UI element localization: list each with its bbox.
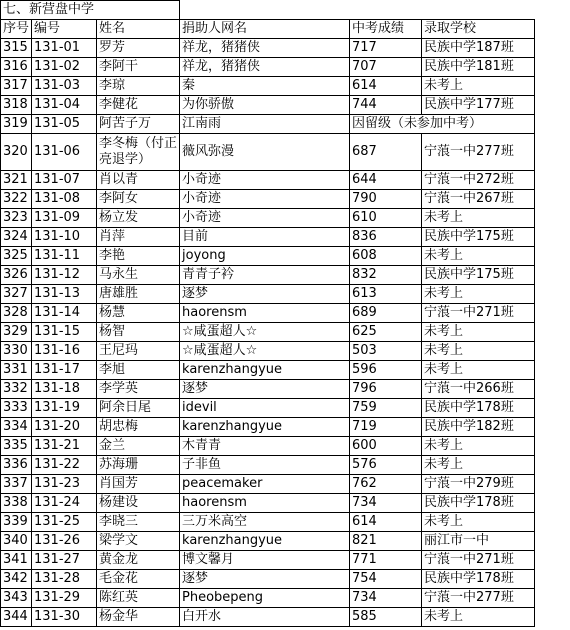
cell-id: 131-10 xyxy=(32,228,97,247)
cell-name: 李冬梅（付正亮退学） xyxy=(97,134,180,171)
cell-id: 131-07 xyxy=(32,171,97,190)
cell-donor: 小奇迹 xyxy=(180,171,350,190)
cell-score: 614 xyxy=(350,513,422,532)
cell-id: 131-04 xyxy=(32,96,97,115)
table-row xyxy=(1,532,535,551)
cell-score: 614 xyxy=(350,77,422,96)
cell-score: 762 xyxy=(350,475,422,494)
cell-school: 未考上 xyxy=(422,323,535,342)
cell-name: 马永生 xyxy=(97,266,180,285)
cell-score: 585 xyxy=(350,608,422,627)
cell-school: 宁蒗一中271班 xyxy=(422,551,535,570)
cell-no: 344 xyxy=(1,608,32,627)
cell-name: 罗芳 xyxy=(97,39,180,58)
cell-no: 335 xyxy=(1,437,32,456)
cell-school: 民族中学182班 xyxy=(422,418,535,437)
cell-school: 未考上 xyxy=(422,77,535,96)
cell-school: 民族中学178班 xyxy=(422,570,535,589)
table-row xyxy=(1,399,535,418)
cell-no: 320 xyxy=(1,134,32,171)
cell-name: 李旭 xyxy=(97,361,180,380)
cell-id: 131-17 xyxy=(32,361,97,380)
cell-school: 未考上 xyxy=(422,247,535,266)
cell-id: 131-05 xyxy=(32,115,97,134)
header-name: 姓名 xyxy=(97,20,180,39)
table-row xyxy=(1,608,535,627)
table-row xyxy=(1,58,535,77)
cell-donor: 为你骄傲 xyxy=(180,96,350,115)
cell-id: 131-15 xyxy=(32,323,97,342)
cell-score: 644 xyxy=(350,171,422,190)
cell-score: 625 xyxy=(350,323,422,342)
table-row xyxy=(1,456,535,475)
cell-score: 689 xyxy=(350,304,422,323)
cell-no: 322 xyxy=(1,190,32,209)
header-donor: 捐助人网名 xyxy=(180,20,350,39)
cell-no: 341 xyxy=(1,551,32,570)
cell-donor: joyong xyxy=(180,247,350,266)
cell-school: 未考上 xyxy=(422,361,535,380)
cell-name: 李健花 xyxy=(97,96,180,115)
table-body xyxy=(1,1,535,627)
cell-score: 610 xyxy=(350,209,422,228)
cell-name: 胡忠梅 xyxy=(97,418,180,437)
table-row xyxy=(1,77,535,96)
cell-name: 肖国芳 xyxy=(97,475,180,494)
table-row xyxy=(1,380,535,399)
cell-name: 杨立发 xyxy=(97,209,180,228)
cell-id: 131-19 xyxy=(32,399,97,418)
cell-donor: idevil xyxy=(180,399,350,418)
cell-name: 李阿女 xyxy=(97,190,180,209)
table-row xyxy=(1,115,535,134)
cell-id: 131-20 xyxy=(32,418,97,437)
cell-school: 民族中学181班 xyxy=(422,58,535,77)
cell-score: 503 xyxy=(350,342,422,361)
cell-no: 333 xyxy=(1,399,32,418)
cell-no: 319 xyxy=(1,115,32,134)
cell-id: 131-26 xyxy=(32,532,97,551)
cell-donor: 薇风弥漫 xyxy=(180,134,350,171)
cell-name: 杨建设 xyxy=(97,494,180,513)
cell-score: 613 xyxy=(350,285,422,304)
table-row xyxy=(1,589,535,608)
cell-donor: 青青子衿 xyxy=(180,266,350,285)
header-school: 录取学校 xyxy=(422,20,535,39)
table-row xyxy=(1,228,535,247)
cell-name: 阿余日尾 xyxy=(97,399,180,418)
section-title: 七、新营盘中学 xyxy=(1,1,180,20)
cell-no: 317 xyxy=(1,77,32,96)
cell-id: 131-25 xyxy=(32,513,97,532)
cell-id: 131-28 xyxy=(32,570,97,589)
cell-donor: 祥龙，猪猪侠 xyxy=(180,39,350,58)
cell-id: 131-27 xyxy=(32,551,97,570)
header-score: 中考成绩 xyxy=(350,20,422,39)
cell-score: 821 xyxy=(350,532,422,551)
cell-no: 325 xyxy=(1,247,32,266)
cell-name: 肖萍 xyxy=(97,228,180,247)
cell-name: 梁学文 xyxy=(97,532,180,551)
cell-school: 民族中学175班 xyxy=(422,228,535,247)
cell-id: 131-21 xyxy=(32,437,97,456)
cell-id: 131-13 xyxy=(32,285,97,304)
cell-donor: 秦 xyxy=(180,77,350,96)
table-row xyxy=(1,304,535,323)
cell-school: 未考上 xyxy=(422,342,535,361)
cell-no: 340 xyxy=(1,532,32,551)
cell-score: 608 xyxy=(350,247,422,266)
cell-name: 王尼玛 xyxy=(97,342,180,361)
cell-no: 332 xyxy=(1,380,32,399)
cell-id: 131-08 xyxy=(32,190,97,209)
table-row xyxy=(1,96,535,115)
cell-name: 毛金花 xyxy=(97,570,180,589)
table-row xyxy=(1,570,535,589)
cell-donor: 三万米高空 xyxy=(180,513,350,532)
cell-score: 596 xyxy=(350,361,422,380)
cell-school: 民族中学175班 xyxy=(422,266,535,285)
cell-score: 707 xyxy=(350,58,422,77)
cell-id: 131-14 xyxy=(32,304,97,323)
cell-no: 328 xyxy=(1,304,32,323)
cell-school: 宁蒗一中277班 xyxy=(422,589,535,608)
cell-no: 326 xyxy=(1,266,32,285)
cell-score: 836 xyxy=(350,228,422,247)
table-row xyxy=(1,342,535,361)
cell-no: 330 xyxy=(1,342,32,361)
cell-school: 丽江市一中 xyxy=(422,532,535,551)
table-row xyxy=(1,475,535,494)
section-title-row xyxy=(1,1,535,20)
cell-score-note: 因留级（未参加中考） xyxy=(350,115,535,134)
cell-score: 719 xyxy=(350,418,422,437)
header-id: 编号 xyxy=(32,20,97,39)
cell-donor: 逐梦 xyxy=(180,570,350,589)
cell-donor: 目前 xyxy=(180,228,350,247)
cell-name: 阿苦子万 xyxy=(97,115,180,134)
cell-school: 未考上 xyxy=(422,513,535,532)
cell-donor: 博文馨月 xyxy=(180,551,350,570)
cell-school: 民族中学178班 xyxy=(422,399,535,418)
cell-name: 李琼 xyxy=(97,77,180,96)
table-row xyxy=(1,323,535,342)
cell-donor: ☆咸蛋超人☆ xyxy=(180,342,350,361)
cell-donor: 小奇迹 xyxy=(180,190,350,209)
cell-no: 327 xyxy=(1,285,32,304)
cell-no: 323 xyxy=(1,209,32,228)
cell-id: 131-06 xyxy=(32,134,97,171)
cell-no: 324 xyxy=(1,228,32,247)
cell-school: 宁蒗一中266班 xyxy=(422,380,535,399)
cell-name: 黄金龙 xyxy=(97,551,180,570)
cell-school: 民族中学178班 xyxy=(422,494,535,513)
cell-name: 李晓三 xyxy=(97,513,180,532)
cell-donor: karenzhangyue xyxy=(180,361,350,380)
table-row xyxy=(1,551,535,570)
table-row xyxy=(1,247,535,266)
cell-score: 744 xyxy=(350,96,422,115)
cell-id: 131-18 xyxy=(32,380,97,399)
cell-no: 343 xyxy=(1,589,32,608)
cell-name: 杨智 xyxy=(97,323,180,342)
cell-id: 131-22 xyxy=(32,456,97,475)
cell-donor: ☆咸蛋超人☆ xyxy=(180,323,350,342)
cell-no: 334 xyxy=(1,418,32,437)
cell-school: 宁蒗一中279班 xyxy=(422,475,535,494)
header-no: 序号 xyxy=(1,20,32,39)
cell-score: 832 xyxy=(350,266,422,285)
cell-school: 宁蒗一中267班 xyxy=(422,190,535,209)
cell-score: 734 xyxy=(350,589,422,608)
table-row xyxy=(1,39,535,58)
cell-id: 131-03 xyxy=(32,77,97,96)
cell-name: 李艳 xyxy=(97,247,180,266)
cell-donor: 逐梦 xyxy=(180,285,350,304)
table-row xyxy=(1,134,535,171)
cell-name: 陈红英 xyxy=(97,589,180,608)
table-row xyxy=(1,285,535,304)
cell-score: 734 xyxy=(350,494,422,513)
cell-school: 民族中学187班 xyxy=(422,39,535,58)
cell-id: 131-24 xyxy=(32,494,97,513)
table-row xyxy=(1,513,535,532)
cell-score: 600 xyxy=(350,437,422,456)
cell-name: 金兰 xyxy=(97,437,180,456)
table-row xyxy=(1,171,535,190)
cell-id: 131-29 xyxy=(32,589,97,608)
cell-id: 131-16 xyxy=(32,342,97,361)
cell-donor: 逐梦 xyxy=(180,380,350,399)
cell-no: 318 xyxy=(1,96,32,115)
table-row xyxy=(1,361,535,380)
cell-donor: haorensm xyxy=(180,494,350,513)
cell-id: 131-11 xyxy=(32,247,97,266)
cell-school: 宁蒗一中271班 xyxy=(422,304,535,323)
cell-school: 未考上 xyxy=(422,456,535,475)
cell-id: 131-23 xyxy=(32,475,97,494)
cell-school: 未考上 xyxy=(422,209,535,228)
table-row xyxy=(1,209,535,228)
cell-id: 131-12 xyxy=(32,266,97,285)
table-row xyxy=(1,266,535,285)
cell-score: 576 xyxy=(350,456,422,475)
cell-school: 宁蒗一中277班 xyxy=(422,134,535,171)
cell-donor: 小奇迹 xyxy=(180,209,350,228)
cell-donor: haorensm xyxy=(180,304,350,323)
table-row xyxy=(1,418,535,437)
cell-school: 未考上 xyxy=(422,608,535,627)
cell-school: 未考上 xyxy=(422,285,535,304)
cell-donor: 子非鱼 xyxy=(180,456,350,475)
cell-score: 790 xyxy=(350,190,422,209)
cell-score: 754 xyxy=(350,570,422,589)
cell-donor: 祥龙，猪猪侠 xyxy=(180,58,350,77)
cell-no: 316 xyxy=(1,58,32,77)
cell-id: 131-30 xyxy=(32,608,97,627)
cell-no: 321 xyxy=(1,171,32,190)
cell-donor: 木青青 xyxy=(180,437,350,456)
cell-no: 338 xyxy=(1,494,32,513)
table-row xyxy=(1,190,535,209)
cell-id: 131-02 xyxy=(32,58,97,77)
cell-score: 771 xyxy=(350,551,422,570)
cell-donor: 江南雨 xyxy=(180,115,350,134)
cell-id: 131-01 xyxy=(32,39,97,58)
cell-name: 苏海珊 xyxy=(97,456,180,475)
cell-no: 336 xyxy=(1,456,32,475)
cell-donor: karenzhangyue xyxy=(180,418,350,437)
cell-school: 宁蒗一中272班 xyxy=(422,171,535,190)
cell-no: 339 xyxy=(1,513,32,532)
cell-score: 687 xyxy=(350,134,422,171)
cell-name: 李阿干 xyxy=(97,58,180,77)
table-row xyxy=(1,437,535,456)
cell-name: 杨金华 xyxy=(97,608,180,627)
cell-donor: 白开水 xyxy=(180,608,350,627)
cell-no: 337 xyxy=(1,475,32,494)
cell-name: 唐雄胜 xyxy=(97,285,180,304)
cell-no: 315 xyxy=(1,39,32,58)
cell-score: 759 xyxy=(350,399,422,418)
cell-no: 342 xyxy=(1,570,32,589)
cell-score: 796 xyxy=(350,380,422,399)
header-row xyxy=(1,20,535,39)
cell-donor: karenzhangyue xyxy=(180,532,350,551)
cell-no: 329 xyxy=(1,323,32,342)
cell-no: 331 xyxy=(1,361,32,380)
cell-donor: Pheobepeng xyxy=(180,589,350,608)
cell-donor: peacemaker xyxy=(180,475,350,494)
cell-id: 131-09 xyxy=(32,209,97,228)
table-row xyxy=(1,494,535,513)
cell-score: 717 xyxy=(350,39,422,58)
cell-name: 杨慧 xyxy=(97,304,180,323)
cell-name: 肖以青 xyxy=(97,171,180,190)
blank-cell xyxy=(180,1,535,20)
cell-school: 民族中学177班 xyxy=(422,96,535,115)
cell-name: 李学英 xyxy=(97,380,180,399)
cell-school: 未考上 xyxy=(422,437,535,456)
